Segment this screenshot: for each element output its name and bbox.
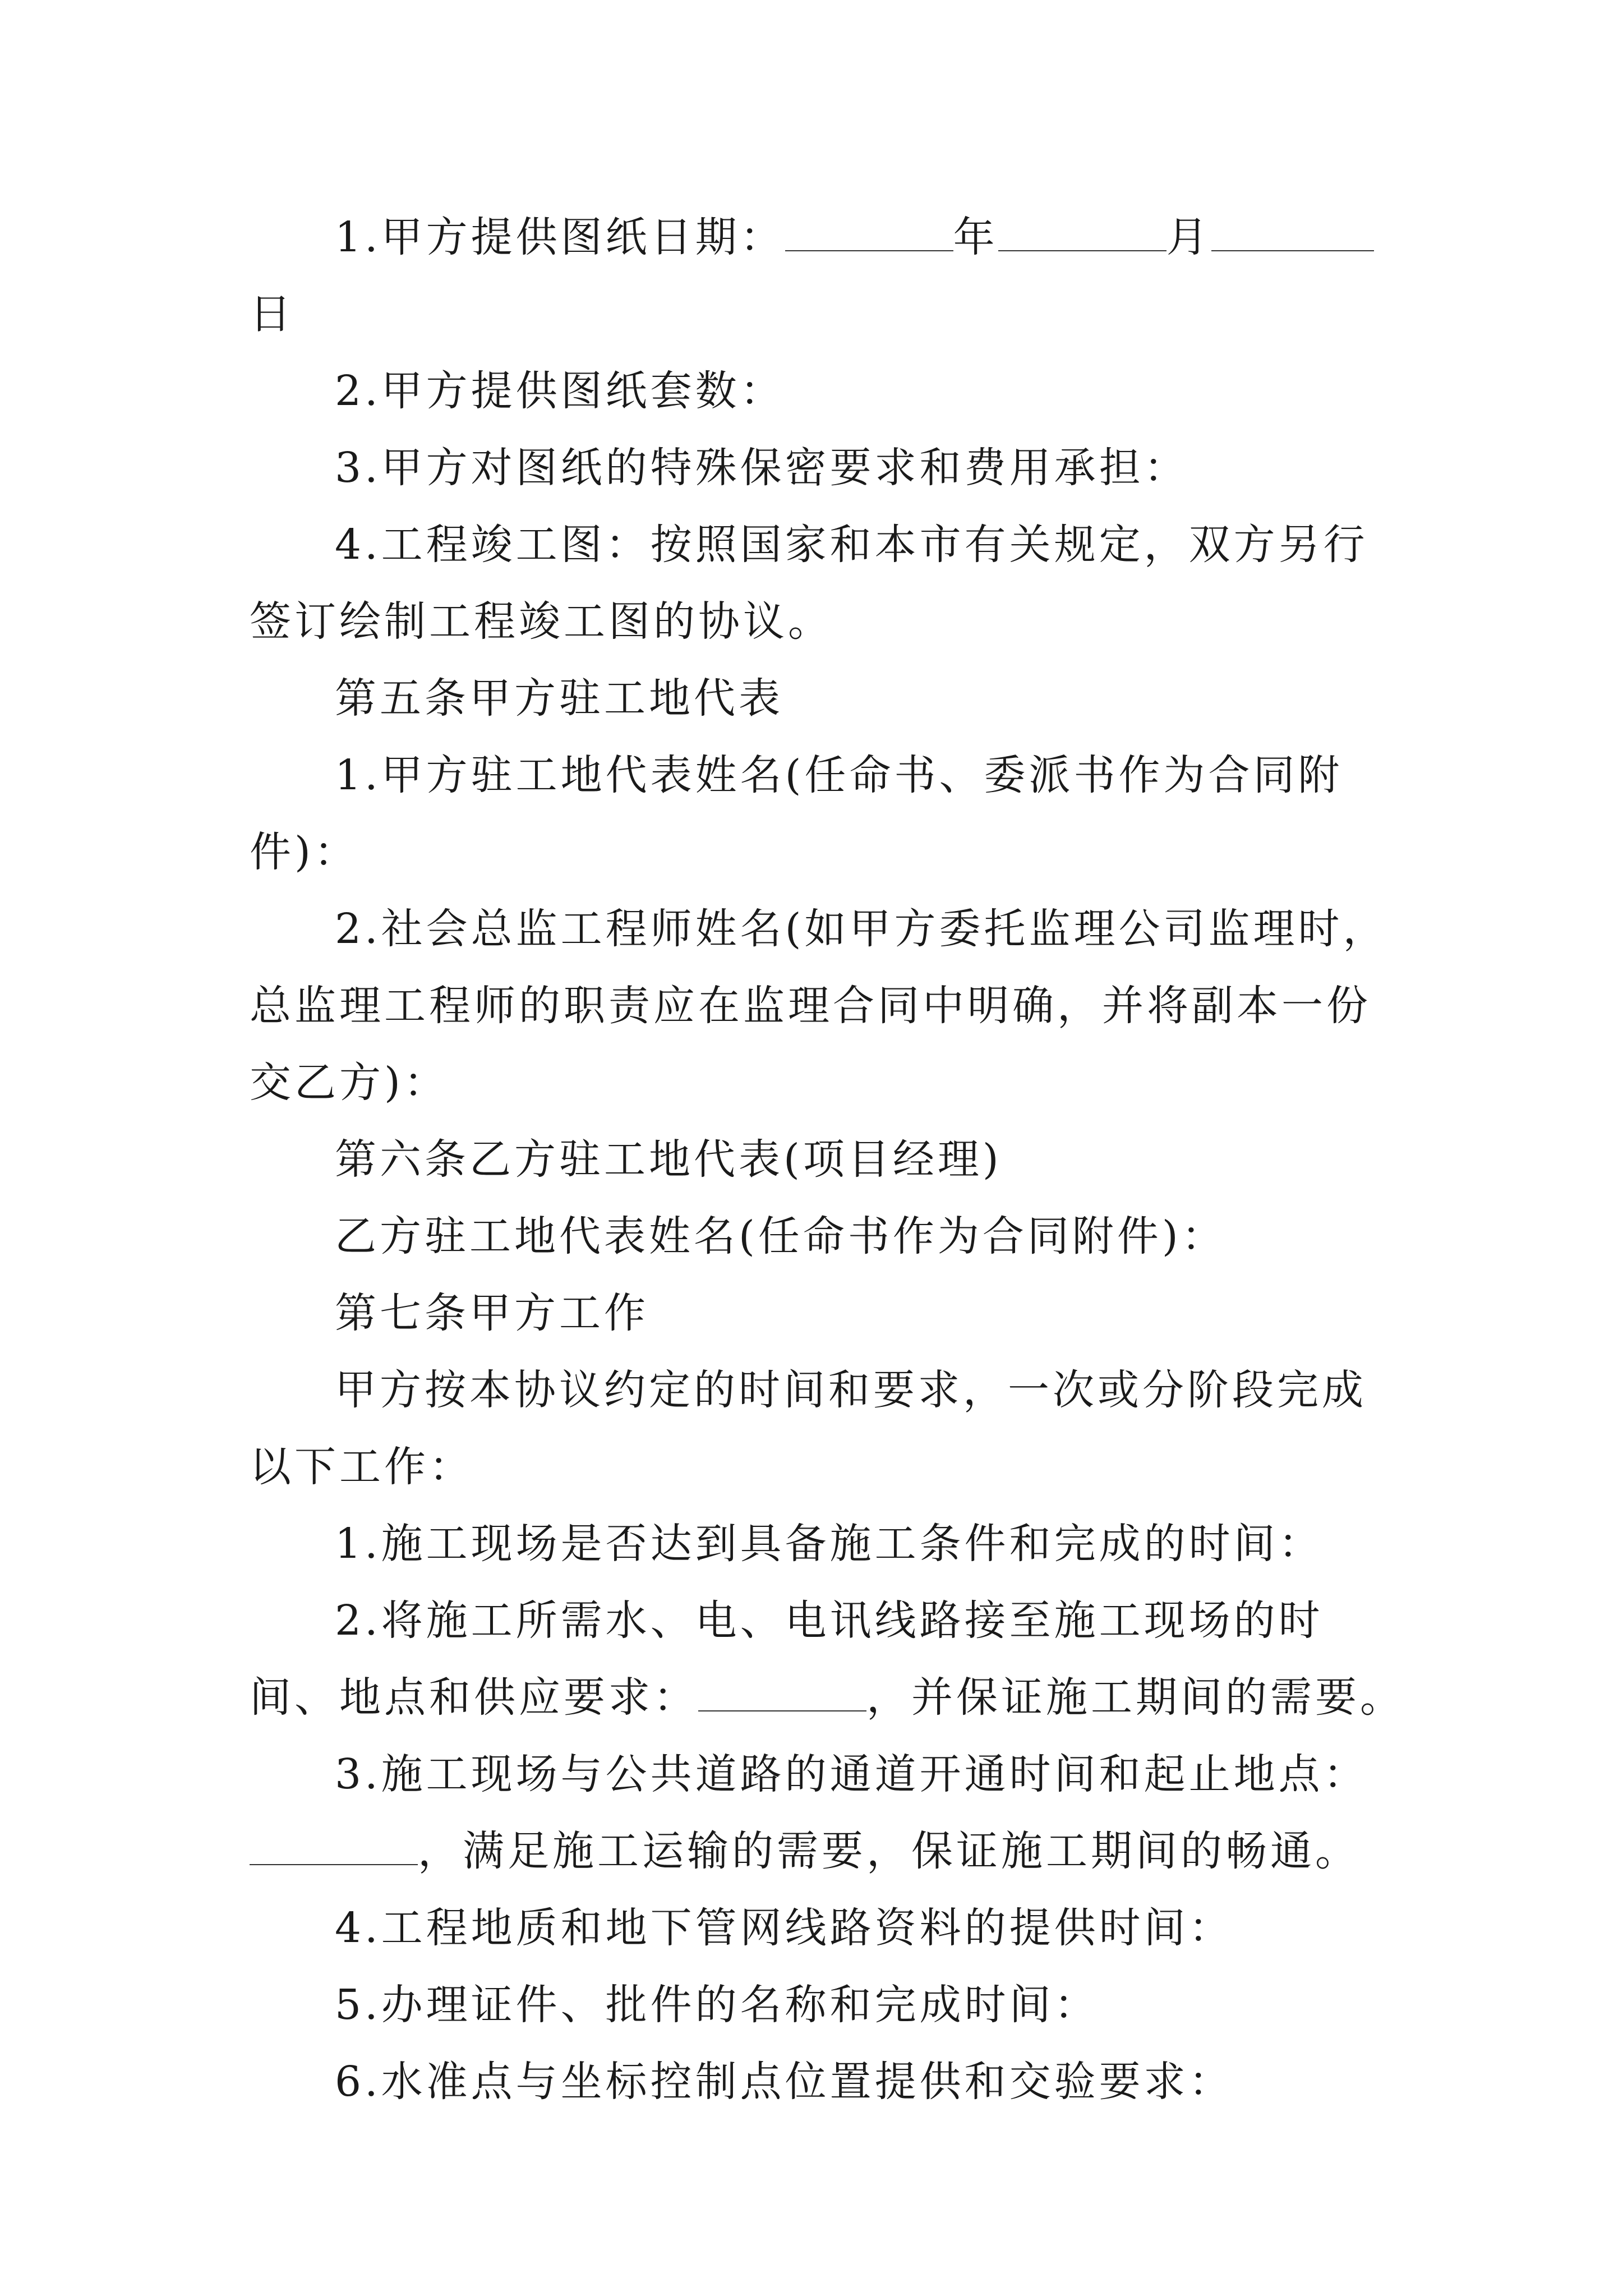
- utilities-tail: ，并保证施工期间的需要。: [866, 1673, 1405, 1722]
- article-6-heading: 第六条乙方驻工地代表(项目经理): [335, 1135, 1002, 1184]
- blank-access-road: [250, 1830, 418, 1865]
- article-7-heading: 第七条甲方工作: [335, 1289, 649, 1337]
- paragraph-drawing-date: [250, 199, 1405, 353]
- article-5-heading: 第五条甲方驻工地代表: [335, 674, 783, 723]
- paragraph-party-b-representative: 乙方驻工地代表姓名(任命书作为合同附件)：: [335, 1212, 1227, 1260]
- blank-utilities: [698, 1677, 866, 1711]
- paragraph-utilities: [250, 1582, 1405, 1736]
- day-label: 日: [250, 290, 294, 338]
- access-road-tail: ，满足施工运输的需要，保证施工期间的畅通。: [418, 1827, 1360, 1875]
- year-label: 年: [953, 213, 998, 261]
- paragraph-access-road: [250, 1736, 1405, 1890]
- blank-year: [785, 217, 953, 251]
- month-label: 月: [1166, 213, 1211, 261]
- paragraph-geology-data: 4.工程地质和地下管网线路资料的提供时间：: [335, 1904, 1234, 1952]
- paragraph-site-conditions: 1.施工现场是否达到具备施工条件和完成的时间：: [335, 1520, 1324, 1568]
- paragraph-permits: 5.办理证件、批件的名称和完成时间：: [335, 1981, 1099, 2029]
- paragraph-confidentiality: 3.甲方对图纸的特殊保密要求和费用承担：: [335, 444, 1189, 492]
- blank-day: [1211, 217, 1374, 251]
- paragraph-benchmarks: 6.水准点与坐标控制点位置提供和交验要求：: [335, 2058, 1234, 2106]
- drawing-date-label: 1.甲方提供图纸日期：: [335, 213, 785, 261]
- access-road-label: 3.施工现场与公共道路的通道开通时间和起止地点：: [335, 1750, 1368, 1798]
- document-body: [250, 199, 1405, 2120]
- utilities-label: 2.将施工所需水、电、电讯线路接至施工现场的时间、地点和供应要求：: [250, 1596, 1324, 1722]
- paragraph-drawing-sets: 2.甲方提供图纸套数：: [335, 367, 785, 415]
- paragraph-party-a-work-intro: 甲方按本协议约定的时间和要求，一次或分阶段完成以下工作：: [250, 1366, 1367, 1491]
- paragraph-as-built-drawing: 4.工程竣工图：按照国家和本市有关规定，双方另行签订绘制工程竣工图的协议。: [250, 521, 1368, 646]
- paragraph-party-a-representative: 1.甲方驻工地代表姓名(任命书、委派书作为合同附件)：: [250, 751, 1343, 876]
- paragraph-chief-supervisor: 2.社会总监工程师姓名(如甲方委托监理公司监理时，总监理工程师的职责应在监理合同中明确，并将副本一份交乙方)：: [250, 905, 1388, 1107]
- blank-month: [998, 217, 1166, 251]
